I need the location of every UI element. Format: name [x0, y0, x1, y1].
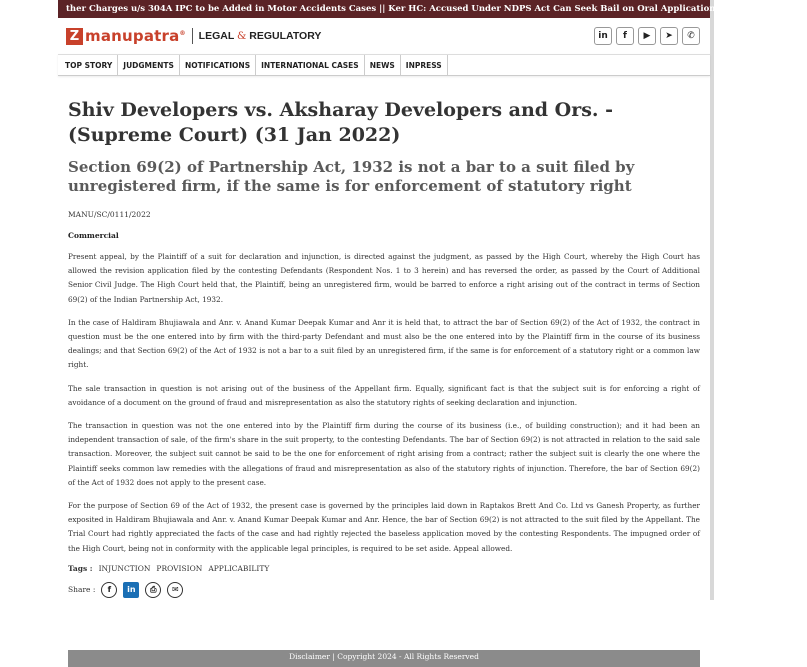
nav-international-cases[interactable]: INTERNATIONAL CASES: [256, 55, 365, 75]
nav-notifications[interactable]: NOTIFICATIONS: [180, 55, 256, 75]
logo-divider: [192, 28, 193, 44]
logo-subtitle: LEGAL & REGULATORY: [198, 30, 322, 42]
article-paragraph: For the purpose of Section 69 of the Act of 1932, the present case is governed by the principles laid down in Raptakos Brett And Co. Ltd vs Ganesh Property, as further exposited in Haldiram Bhujiawala and Anr. v. Anand Kumar Deepak Kumar and Anr. Hence, the bar of Section 69(2) is not attracted to the suit filed by the Appellant. The Trial Court had rightly appreciated the facts of the case and had rightly rejected the baseless application moved by the contesting Respondents. The impugned order of the High Court, being not in conformity with the applicable legal principles, is required to be set aside. Appeal allowed.: [68, 501, 700, 553]
tag-link[interactable]: INJUNCTION: [98, 563, 151, 573]
news-ticker: [58, 0, 807, 18]
telegram-icon[interactable]: ➤: [660, 27, 678, 45]
signin-link[interactable]: [715, 4, 807, 14]
page-side-border: [710, 0, 714, 600]
linkedin-icon[interactable]: in: [594, 27, 612, 45]
user-icon: [715, 5, 724, 14]
nav-top-story[interactable]: TOP STORY: [58, 55, 118, 75]
category: Commercial: [68, 231, 119, 240]
citation: MANU/SC/0111/2022: [68, 210, 151, 219]
page-container: [58, 0, 807, 667]
case-title: Shiv Developers vs. Aksharay Developers and Ors. - (Supreme Court) (31 Jan 2022): [68, 99, 614, 146]
site-header: [58, 18, 710, 54]
nav-news[interactable]: NEWS: [365, 55, 401, 75]
share-linkedin-icon[interactable]: in: [123, 582, 139, 598]
case-subtitle: Section 69(2) of Partnership Act, 1932 is not a bar to a suit filed by unregistered firm, if the same is for enforcement of statutory right: [68, 158, 635, 195]
print-icon[interactable]: ⎙: [145, 582, 161, 598]
social-links: [594, 27, 700, 45]
logo-wordmark: manupatra®: [85, 27, 186, 45]
share-row: [68, 582, 700, 598]
tags-row: [68, 564, 700, 573]
whatsapp-icon[interactable]: ✆: [682, 27, 700, 45]
youtube-icon[interactable]: ▶: [638, 27, 656, 45]
article-paragraph: In the case of Haldiram Bhujiawala and Anr. v. Anand Kumar Deepak Kumar and Anr it is held that, to attract the bar of Section 69(2) of the Act of 1932, the contract in question must be the one entered into by firm with the third-party Defendant and must also be the one entered into by the Plaintiff firm in the course of its business dealings; and that Section 69(2) of the Act of 1932 is not a bar to a suit filed by an unregistered firm, if the same is for enforcement of a statutory right or a common law right.: [68, 317, 700, 370]
nav-judgments[interactable]: JUDGMENTS: [118, 55, 180, 75]
article-paragraph: The sale transaction in question is not arising out of the business of the Appellant firm. Equally, significant fact is that the subject suit is for enforcing a right of avoidance of a document on the ground of fraud and misrepresentation as also the statutory rights of seeking declaration and injunction.: [68, 383, 700, 407]
logo-mark-icon: Z: [66, 28, 83, 45]
tag-link[interactable]: PROVISION: [156, 563, 203, 573]
ticker-news-text[interactable]: ther Charges u/s 304A IPC to be Added in Motor Accidents Cases || Ker HC: Accused Under NDPS Act Can Seek Bail on Oral Application: [66, 4, 716, 14]
share-label: Share :: [68, 585, 96, 595]
share-facebook-icon[interactable]: f: [101, 582, 117, 598]
main-nav: [58, 54, 710, 76]
footer-disclaimer[interactable]: Disclaimer | Copyright 2024 - All Rights Reserved: [68, 650, 700, 667]
manupatra-logo[interactable]: [66, 27, 321, 45]
article-paragraph: The transaction in question was not the one entered into by the Plaintiff firm during the course of its business (i.e., of building construction); and it had been an independent transaction of sale, of the firm's share in the suit property, to the contesting Defendants. The bar of Section 69(2) is not attracted in relation to the said sale transaction. Moreover, the subject suit cannot be said to be the one for enforcement of right arising from a contract; rather the subject suit is clearly the one where the Plaintiff seeks common law remedies with the allegations of fraud and misrepresentation as also of the statutory rights of injunction. Therefore, the bar of Section 69(2) of the Act of 1932 does not apply to the present case.: [68, 421, 700, 487]
article-paragraph: Present appeal, by the Plaintiff of a suit for declaration and injunction, is directed against the judgment, as passed by the High Court, whereby the High Court has allowed the revision application filed by the contesting Defendants (Respondent Nos. 1 to 3 herein) and has reversed the order, as passed by the Court of Additional Senior Civil Judge. The High Court held that, the Plaintiff, being an unregistered firm, would be barred to enforce a right arising out of the contract in terms of Section 69(2) of the Indian Partnership Act, 1932.: [68, 252, 700, 304]
email-icon[interactable]: ✉: [167, 582, 183, 598]
tags-label: Tags :: [68, 563, 93, 573]
facebook-icon[interactable]: f: [616, 27, 634, 45]
nav-inpress[interactable]: INPRESS: [401, 55, 448, 75]
tag-link[interactable]: APPLICABILITY: [208, 563, 270, 573]
signin-label: Sign In/Sign Up: [727, 4, 807, 14]
article: [58, 98, 710, 598]
